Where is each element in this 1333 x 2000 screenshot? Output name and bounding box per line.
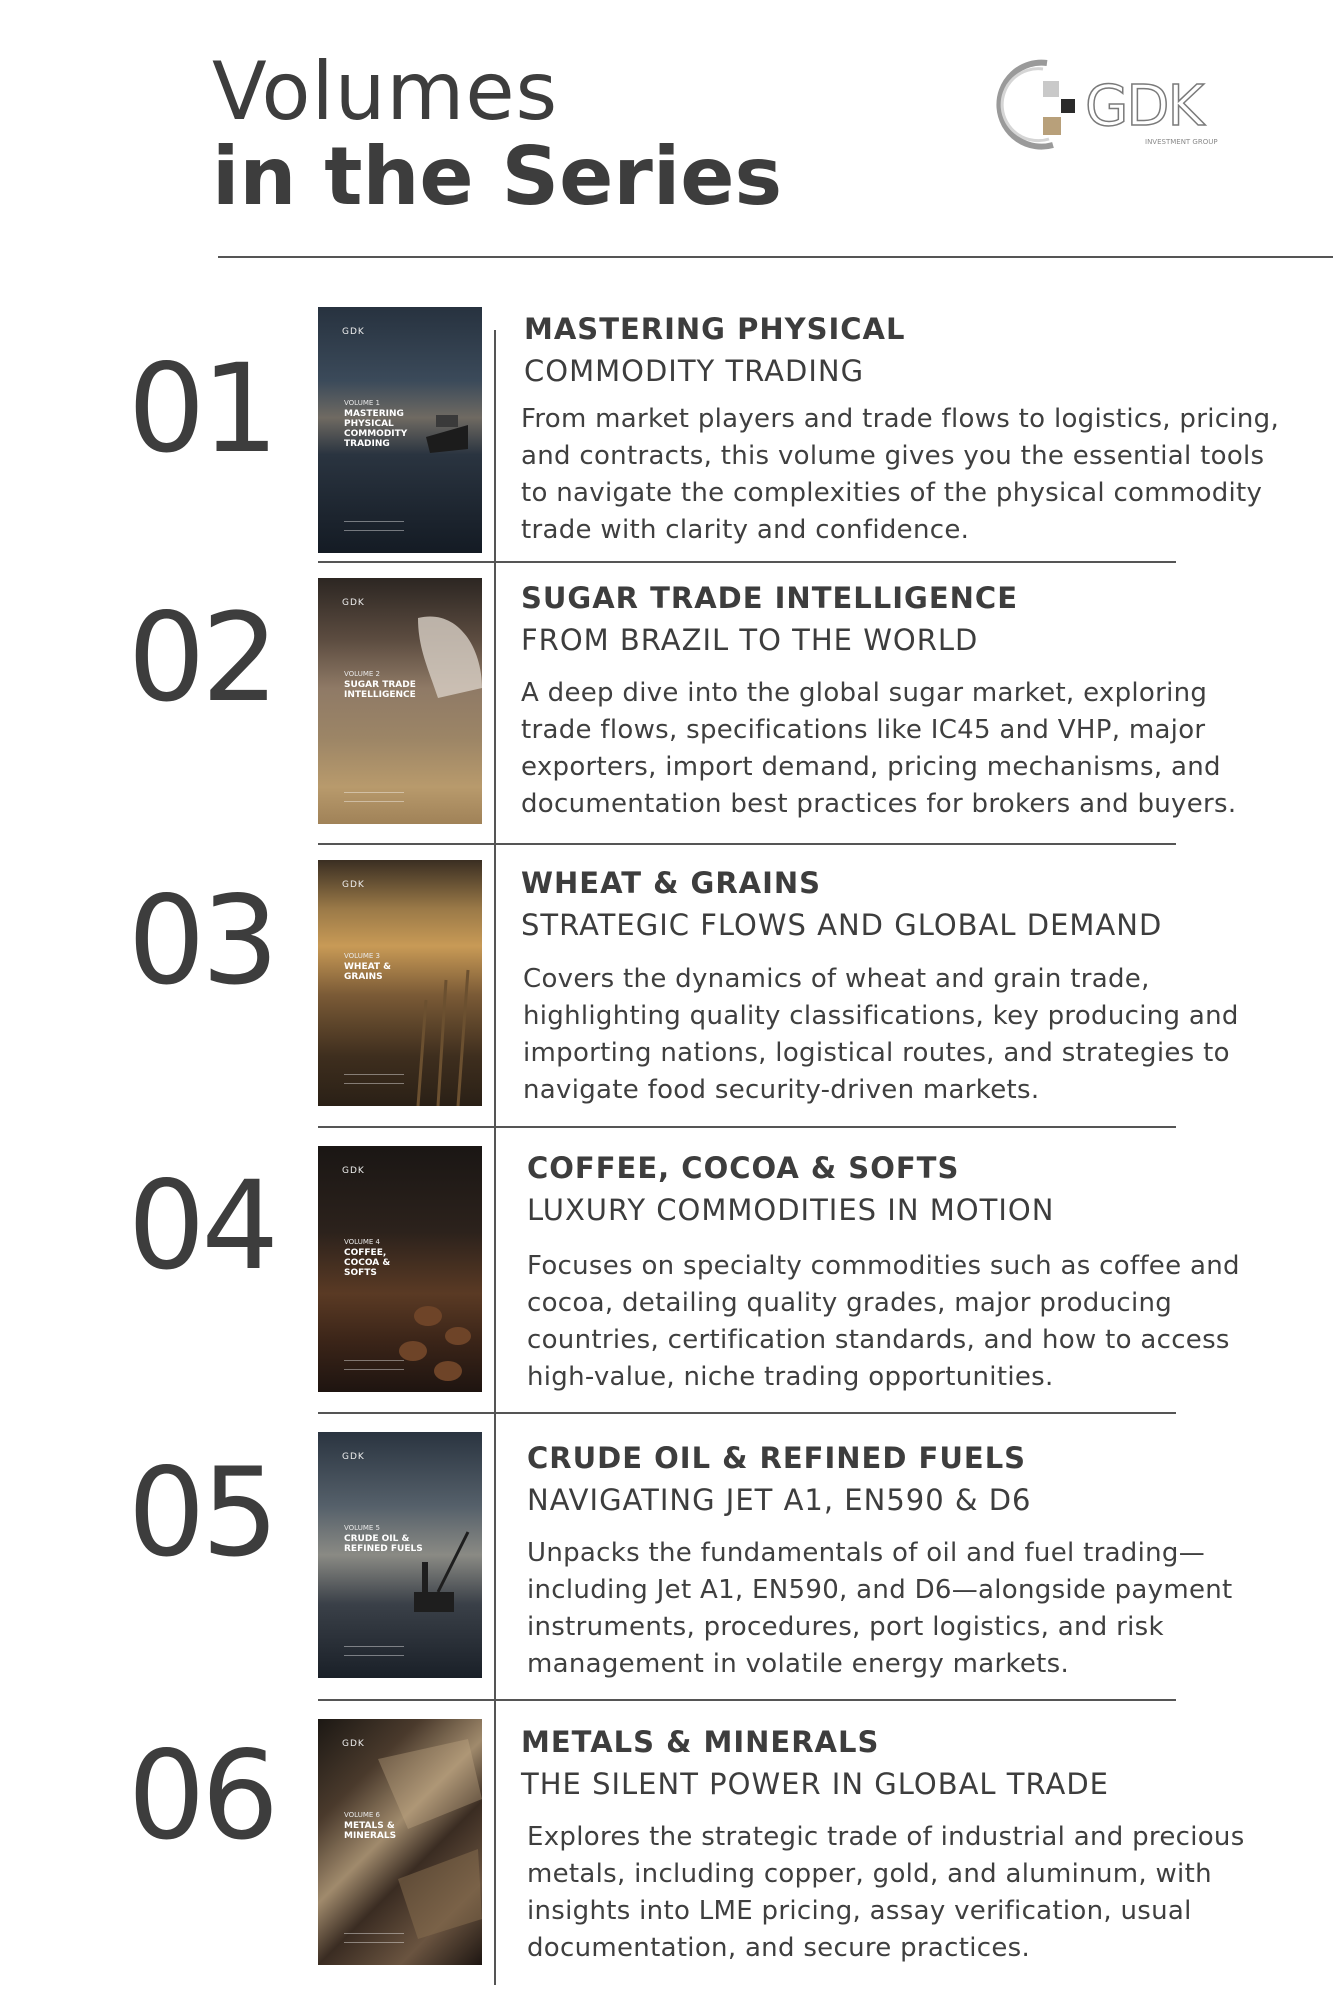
row-divider	[318, 1126, 1176, 1128]
volume-number: 06	[127, 1725, 275, 1867]
volume-number: 05	[127, 1442, 275, 1584]
row-divider	[318, 1699, 1176, 1701]
cover-logo: GDK	[342, 1166, 365, 1176]
volume-number: 04	[127, 1155, 275, 1297]
cover-title: WHEAT & GRAINS	[344, 962, 391, 982]
volume-heading: METALS & MINERALS	[521, 1725, 880, 1759]
cover-volume: VOLUME 4	[344, 1238, 380, 1246]
cover-title: CRUDE OIL & REFINED FUELS	[344, 1534, 423, 1554]
volume-cover	[318, 860, 482, 1106]
volume-subheading: NAVIGATING JET A1, EN590 & D6	[527, 1483, 1032, 1517]
volume-subheading: LUXURY COMMODITIES IN MOTION	[527, 1193, 1055, 1227]
volume-subheading: FROM BRAZIL TO THE WORLD	[521, 623, 979, 657]
cover-title: MASTERING PHYSICAL COMMODITY TRADING	[344, 409, 408, 449]
volume-subheading: COMMODITY TRADING	[524, 354, 865, 388]
row-divider	[318, 1412, 1176, 1414]
volume-number: 03	[127, 870, 275, 1012]
header-divider	[218, 256, 1333, 258]
volume-description: Explores the strategic trade of industrial and precious metals, including copper, gold, and aluminum, with insights into LME pricing, assay verification, usual documentation, and secure practices.	[527, 1822, 1245, 1963]
volume-heading: SUGAR TRADE INTELLIGENCE	[521, 581, 1019, 615]
cover-logo: GDK	[342, 1739, 365, 1749]
cover-volume: VOLUME 5	[344, 1524, 380, 1532]
vertical-divider	[494, 330, 496, 1985]
cover-logo: GDK	[342, 1452, 365, 1462]
page-title-line1: Volumes	[212, 45, 559, 138]
volume-number: 01	[127, 338, 275, 480]
volume-heading: MASTERING PHYSICAL	[524, 312, 906, 346]
cover-logo: GDK	[342, 598, 365, 608]
cover-volume: VOLUME 2	[344, 670, 380, 678]
volume-description: Covers the dynamics of wheat and grain trade, highlighting quality classifications, key producing and importing nations, logistical routes, and strategies to navigate food security-driven markets.	[523, 964, 1239, 1105]
cover-volume: VOLUME 6	[344, 1811, 380, 1819]
cover-volume: VOLUME 1	[344, 399, 380, 407]
volume-number: 02	[127, 587, 275, 729]
gdk-logo	[995, 55, 1245, 155]
volume-cover	[318, 1432, 482, 1678]
volume-subheading: STRATEGIC FLOWS AND GLOBAL DEMAND	[521, 908, 1163, 942]
cover-title: METALS & MINERALS	[344, 1821, 397, 1841]
volume-cover	[318, 578, 482, 824]
cover-title: COFFEE, COCOA & SOFTS	[344, 1248, 391, 1278]
volume-description: Focuses on specialty commodities such as coffee and cocoa, detailing quality grades, major producing countries, certification standards, and how to access high-value, niche trading opportunities.	[527, 1251, 1240, 1392]
logo-text: GDK	[1085, 74, 1203, 139]
volume-description: Unpacks the fundamentals of oil and fuel trading—including Jet A1, EN590, and D6—alongside payment instruments, procedures, port logistics, and risk management in volatile energy markets.	[527, 1538, 1233, 1679]
volume-cover	[318, 1719, 482, 1965]
cover-volume: VOLUME 3	[344, 952, 380, 960]
cover-title: SUGAR TRADE INTELLIGENCE	[344, 680, 416, 700]
cover-logo: GDK	[342, 327, 365, 337]
volume-heading: WHEAT & GRAINS	[521, 866, 822, 900]
logo-subtext: INVESTMENT GROUP	[1145, 138, 1218, 146]
page-title-line2: in the Series	[212, 130, 783, 223]
cover-logo: GDK	[342, 880, 365, 890]
row-divider	[318, 843, 1176, 845]
row-divider	[318, 561, 1176, 563]
volume-heading: CRUDE OIL & REFINED FUELS	[527, 1441, 1027, 1475]
volume-subheading: THE SILENT POWER IN GLOBAL TRADE	[521, 1767, 1109, 1801]
volume-cover	[318, 307, 482, 553]
volume-description: From market players and trade flows to logistics, pricing, and contracts, this volume gives you the essential tools to navigate the complexities of the physical commodity trade with clarity and confidence.	[521, 404, 1280, 545]
volume-cover	[318, 1146, 482, 1392]
volume-description: A deep dive into the global sugar market, exploring trade flows, specifications like IC45 and VHP, major exporters, import demand, pricing mechanisms, and documentation best practices for brokers and buyers.	[521, 678, 1237, 819]
volume-heading: COFFEE, COCOA & SOFTS	[527, 1151, 960, 1185]
